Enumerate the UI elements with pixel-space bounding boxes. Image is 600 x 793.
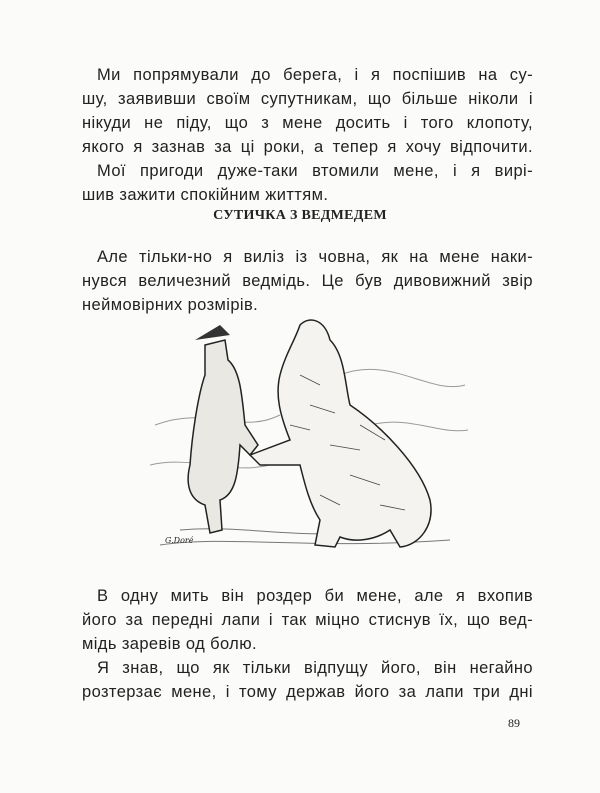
section-heading: СУТИЧКА З ВЕДМЕДЕМ (213, 208, 387, 223)
page-number: 89 (508, 716, 520, 730)
illustration-signature: G.Doré (165, 536, 194, 545)
text-line: Я знав, що як тільки відпущу його, він негайно (97, 659, 533, 677)
text-line: В одну мить він роздер би мене, але я вхопив (97, 587, 533, 605)
text-line: мідь заревів од болю. (82, 635, 257, 653)
text-line: Але тільки-но я виліз із човна, як на мене наки- (97, 248, 533, 266)
bear-figure (250, 320, 431, 547)
text-line: якого я зазнав за ці роки, а тепер я хочу відпочити. (82, 138, 533, 156)
text-line: нікуди не піду, що з мене досить і того клопоту, (82, 114, 533, 132)
text-line: Мої пригоди дуже-таки втомили мене, і я вирі- (97, 162, 533, 180)
text-line: шу, заявивши своїм супутникам, що більше ніколи і (82, 90, 533, 108)
text-line: нувся величезний ведмідь. Це був дивовижний звір (82, 272, 533, 290)
bear-fight-illustration (150, 315, 470, 560)
text-line: Ми попрямували до берега, і я поспішив на су- (97, 66, 533, 84)
text-line: розтерзає мене, і тому держав його за лапи три дні (82, 683, 533, 701)
text-line: шив зажити спокійним життям. (82, 186, 329, 204)
man-figure (188, 340, 258, 533)
text-line: неймовірних розмірів. (82, 296, 259, 314)
text-line: його за передні лапи і так міцно стиснув їх, що вед- (82, 611, 533, 629)
